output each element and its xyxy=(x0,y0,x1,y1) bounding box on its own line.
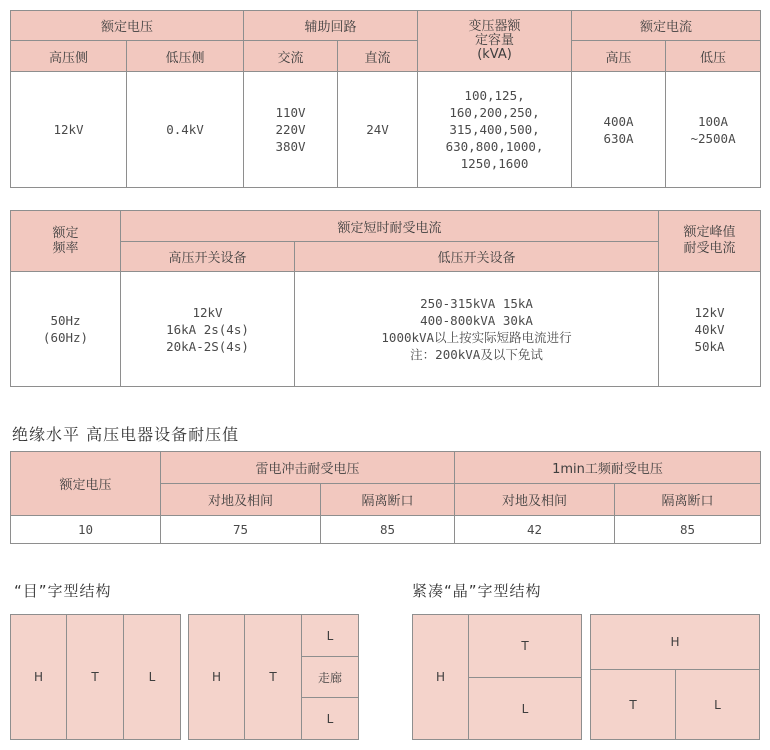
cell-capacity: 100,125, 160,200,250, 315,400,500, 630,800,1000, 1250,1600 xyxy=(418,72,572,188)
header-isolation-gap: 隔离断口 xyxy=(615,484,761,516)
block-l: L xyxy=(301,614,359,657)
cell-lightning-ground: 75 xyxy=(161,516,321,544)
header-dc: 直流 xyxy=(338,41,418,72)
cell-hv-current: 400A 630A xyxy=(572,72,666,188)
header-ins-rated-voltage: 额定电压 xyxy=(11,452,161,516)
block-l: L xyxy=(675,669,760,740)
cell-ins-voltage: 10 xyxy=(11,516,161,544)
block-t: T xyxy=(244,614,302,740)
cell-lightning-isolation: 85 xyxy=(321,516,455,544)
rating-table xyxy=(10,10,761,188)
header-lv-side: 低压侧 xyxy=(127,41,244,72)
cell-hv-side: 12kV xyxy=(11,72,127,188)
cell-hv-switchgear: 12kV 16kA 2s(4s) 20kA-2S(4s) xyxy=(121,272,295,387)
block-h: H xyxy=(412,614,469,740)
header-ac: 交流 xyxy=(244,41,338,72)
header-hv: 高压 xyxy=(572,41,666,72)
cell-dc: 24V xyxy=(338,72,418,188)
header-short-time-current: 额定短时耐受电流 xyxy=(121,211,659,242)
block-t: T xyxy=(468,614,582,678)
header-rated-voltage: 额定电压 xyxy=(11,11,244,41)
block-corridor: 走廊 xyxy=(301,656,359,698)
header-transformer-capacity: 变压器额 定容量 (kVA) xyxy=(418,11,572,72)
jing-layout-title: 紧凑“晶”字型结构 xyxy=(412,582,542,600)
cell-powerfreq-isolation: 85 xyxy=(615,516,761,544)
insulation-title: 绝缘水平 高压电器设备耐压值 xyxy=(12,425,240,444)
cell-ac: 110V 220V 380V xyxy=(244,72,338,188)
block-t: T xyxy=(590,669,676,740)
block-l: L xyxy=(468,677,582,740)
cell-peak-current: 12kV 40kV 50kA xyxy=(659,272,761,387)
header-lv-switchgear: 低压开关设备 xyxy=(295,242,659,272)
header-lv: 低压 xyxy=(666,41,761,72)
cell-powerfreq-ground: 42 xyxy=(455,516,615,544)
block-h: H xyxy=(188,614,245,740)
header-rated-frequency: 额定 频率 xyxy=(11,211,121,272)
mu-layout-title: “目”字型结构 xyxy=(14,582,112,600)
header-rated-current: 额定电流 xyxy=(572,11,761,41)
header-lightning-impulse: 雷电冲击耐受电压 xyxy=(161,452,455,484)
cell-lv-side: 0.4kV xyxy=(127,72,244,188)
cell-lv-current: 100A ~2500A xyxy=(666,72,761,188)
header-peak-current: 额定峰值 耐受电流 xyxy=(659,211,761,272)
header-isolation-gap: 隔离断口 xyxy=(321,484,455,516)
insulation-table xyxy=(10,451,761,544)
header-ground-phase: 对地及相间 xyxy=(161,484,321,516)
block-h: H xyxy=(10,614,67,740)
cell-lv-switchgear: 250-315kVA 15kA 400-800kVA 30kA 1000kVA以上按实际短路电流进行 注：200kVA及以下免试 xyxy=(295,272,659,387)
header-ground-phase: 对地及相间 xyxy=(455,484,615,516)
header-power-frequency: 1min工频耐受电压 xyxy=(455,452,761,484)
short-time-current-table xyxy=(10,210,761,387)
header-hv-side: 高压侧 xyxy=(11,41,127,72)
block-l: L xyxy=(301,697,359,740)
cell-frequency: 50Hz (60Hz) xyxy=(11,272,121,387)
header-aux-circuit: 辅助回路 xyxy=(244,11,418,41)
block-t: T xyxy=(66,614,124,740)
header-hv-switchgear: 高压开关设备 xyxy=(121,242,295,272)
block-h: H xyxy=(590,614,760,670)
block-l: L xyxy=(123,614,181,740)
